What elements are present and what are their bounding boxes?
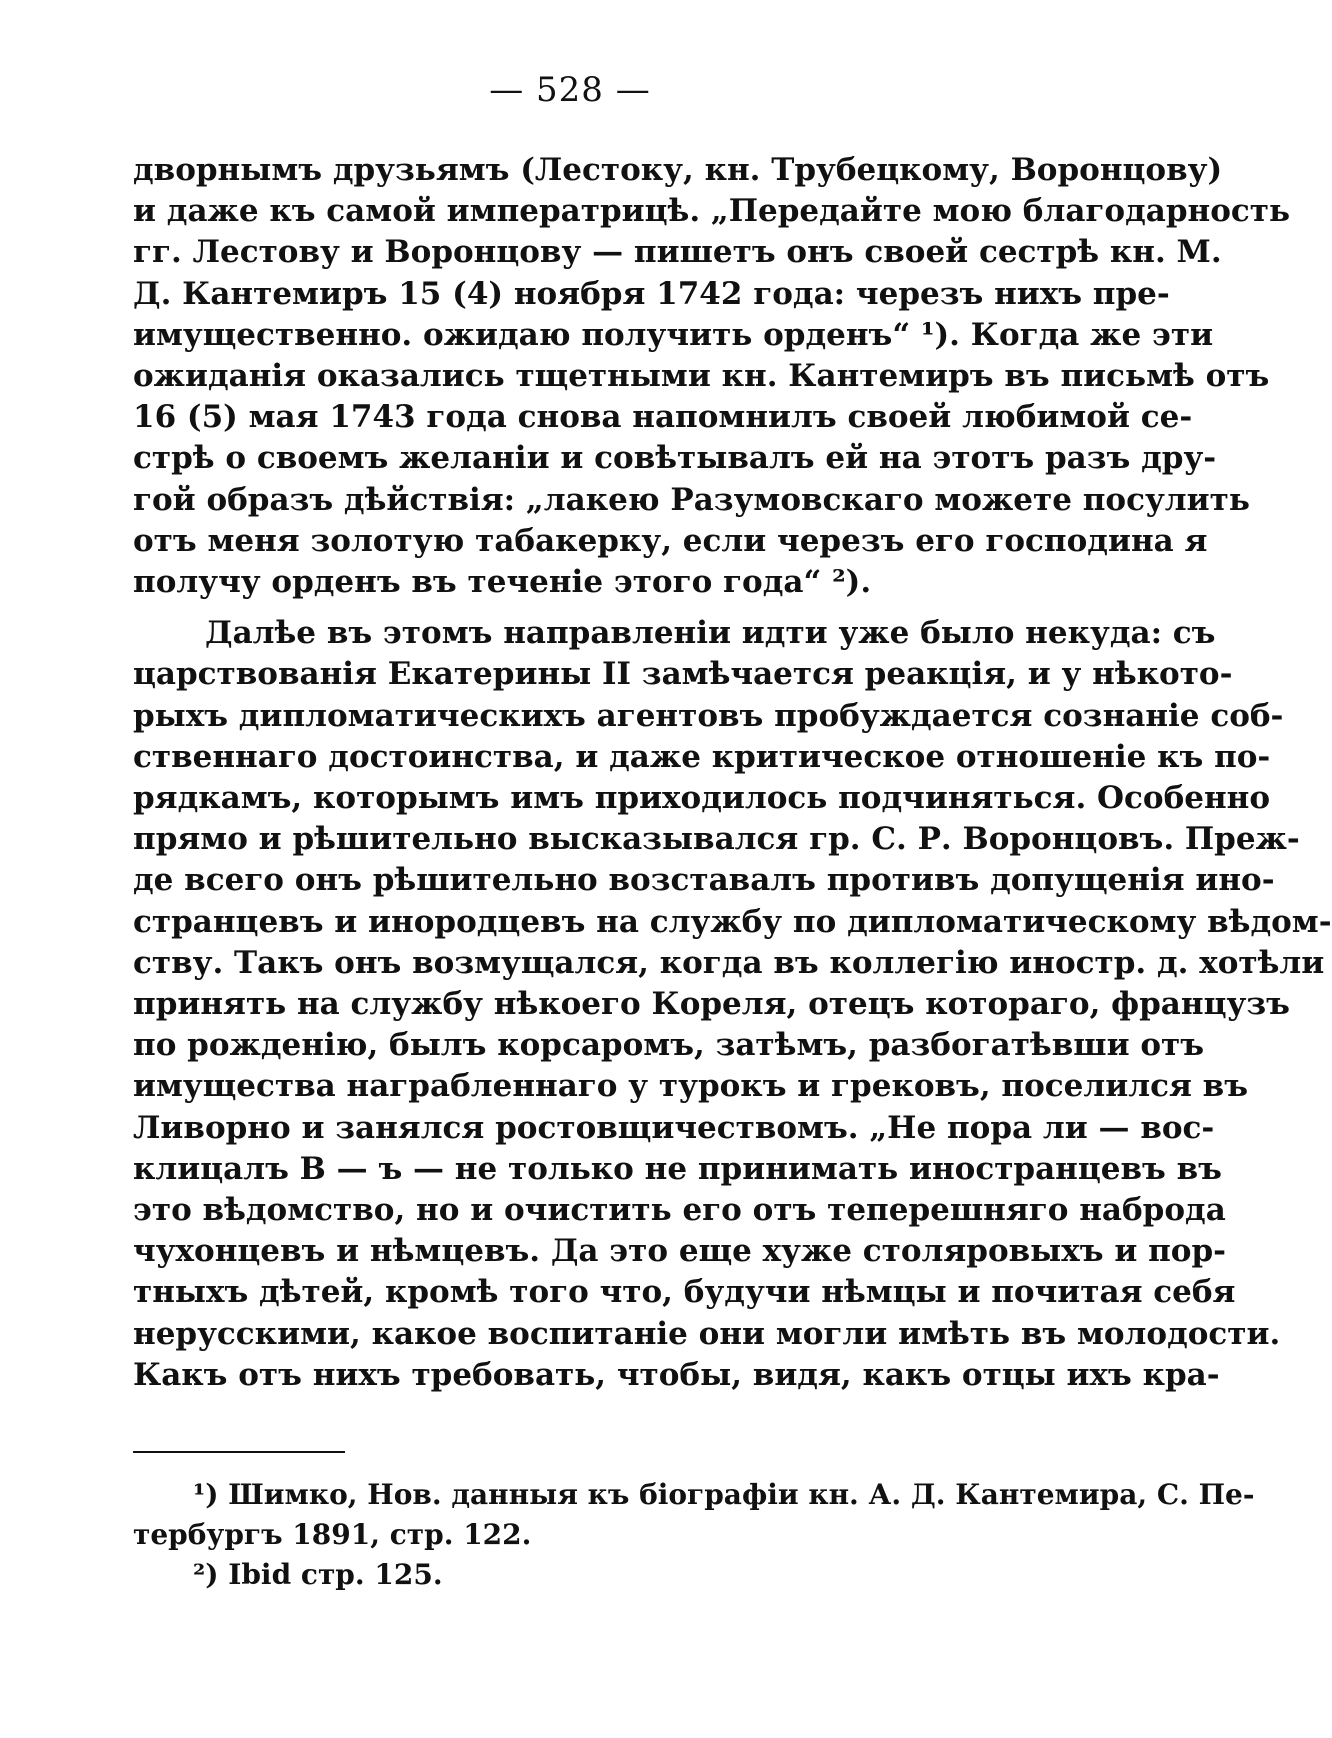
text-line: странцевъ и инородцевъ на службу по дипломатическому вѣдом- <box>133 903 1332 940</box>
text-line: прямо и рѣшительно высказывался гр. С. Р. Воронцовъ. Преж- <box>133 821 1300 858</box>
text-line: имущества награбленнаго у турокъ и грековъ, поселился въ <box>133 1068 1248 1105</box>
page-number: — 528 — <box>489 70 651 110</box>
text-line: Ливорно и занялся ростовщичествомъ. „Не пора ли — вос- <box>133 1109 1215 1146</box>
text-line: 16 (5) мая 1743 года снова напомнилъ своей любимой се- <box>133 399 1193 436</box>
text-line: гой образъ дѣйствія: „лакею Разумовскаго можете посулить <box>133 481 1250 518</box>
paragraph-2 <box>133 613 1332 1396</box>
main-text <box>133 150 1332 1396</box>
text-line: тныхъ дѣтей, кромѣ того что, будучи нѣмцы и почитая себя <box>133 1274 1236 1311</box>
text-line: ственнаго достоинства, и даже критическое отношеніе къ по- <box>133 738 1271 775</box>
text-line: рыхъ дипломатическихъ агентовъ пробуждается сознаніе соб- <box>133 697 1284 734</box>
text-line: Д. Кантемиръ 15 (4) ноября 1742 года: черезъ нихъ пре- <box>133 275 1170 312</box>
footnote-line: тербургъ 1891, стр. 122. <box>133 1518 532 1551</box>
text-line: имущественно. ожидаю получить орденъ“ ¹). Когда же эти <box>133 316 1214 353</box>
text-line: рядкамъ, которымъ имъ приходилось подчиняться. Особенно <box>133 780 1271 817</box>
text-line: ству. Такъ онъ возмущался, когда въ коллегію иностр. д. хотѣли <box>133 944 1325 981</box>
footnote-line: ¹) Шимко, Нов. данныя къ біографіи кн. А. Д. Кантемира, С. Пе- <box>193 1478 1255 1511</box>
text-line: Какъ отъ нихъ требовать, чтобы, видя, какъ отцы ихъ кра- <box>133 1356 1220 1393</box>
text-line: и даже къ самой императрицѣ. „Передайте мою благодарность <box>133 193 1291 230</box>
paragraph-1 <box>133 150 1291 603</box>
paragraph-spacer <box>133 603 1059 613</box>
footnotes <box>133 1475 1255 1595</box>
text-line: чухонцевъ и нѣмцевъ. Да это еще хуже столяровыхъ и пор- <box>133 1233 1227 1270</box>
text-line: это вѣдомство, но и очистить его отъ теперешняго наброда <box>133 1192 1226 1229</box>
text-line: царствованія Екатерины II замѣчается реакція, и у нѣкото- <box>133 656 1233 693</box>
footnote-line: ²) Ibid стр. 125. <box>193 1558 443 1591</box>
text-line: клицалъ В — ъ — не только не принимать иностранцевъ въ <box>133 1150 1222 1187</box>
text-line: Далѣе въ этомъ направленіи идти уже было некуда: съ <box>205 615 1216 652</box>
text-line: принять на службу нѣкоего Кореля, отецъ котораго, французъ <box>133 986 1290 1023</box>
text-line: получу орденъ въ теченіе этого года“ ²). <box>133 564 872 601</box>
text-line: отъ меня золотую табакерку, если черезъ его господина я <box>133 522 1208 559</box>
text-line: де всего онъ рѣшительно возставалъ противъ допущенія ино- <box>133 862 1275 899</box>
text-line: нерусскими, какое воспитаніе они могли имѣть въ молодости. <box>133 1315 1281 1352</box>
footnote-divider <box>133 1451 345 1453</box>
text-line: по рожденію, былъ корсаромъ, затѣмъ, разбогатѣвши отъ <box>133 1027 1205 1064</box>
text-line: гг. Лестову и Воронцову — пишетъ онъ своей сестрѣ кн. М. <box>133 234 1222 271</box>
text-line: дворнымъ друзьямъ (Лестоку, кн. Трубецкому, Воронцову) <box>133 152 1223 188</box>
footnote-1 <box>133 1475 1255 1555</box>
text-line: стрѣ о своемъ желаніи и совѣтывалъ ей на этотъ разъ дру- <box>133 440 1217 477</box>
text-line: ожиданія оказались тщетными кн. Кантемиръ въ письмѣ отъ <box>133 358 1270 395</box>
footnote-2 <box>133 1555 1059 1595</box>
